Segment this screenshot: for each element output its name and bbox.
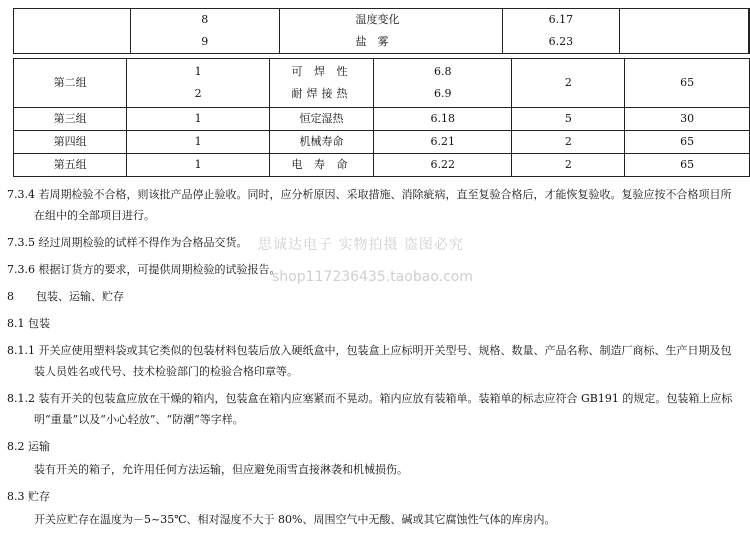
item-number-cell: 8 9	[131, 9, 279, 54]
heading-8-3: 8.3 贮存	[7, 490, 50, 503]
table-row	[14, 131, 750, 154]
clause-cell: 6.21	[374, 131, 512, 154]
group-name: 第三组	[14, 108, 127, 131]
sample-size: 2	[512, 59, 625, 108]
group-cell	[14, 9, 131, 54]
test-group-table	[13, 8, 750, 54]
item-number-cell: 1	[127, 108, 270, 131]
sample-size: 2	[512, 131, 625, 154]
table-row	[14, 154, 750, 177]
paragraph-8-3: 开关应贮存在温度为－5~35℃、相对湿度不大于 80%、周围空气中无酸、碱或其它腐蚀性气体的库房内。	[34, 513, 556, 526]
test-item-cell: 温度变化 盐 雾	[279, 9, 502, 54]
clause-cell: 6.22	[374, 154, 512, 177]
group-name: 第四组	[14, 131, 127, 154]
watermark-text: 思诚达电子 实物拍摄 盗图必究	[258, 237, 464, 253]
heading-8-1: 8.1 包装	[7, 317, 50, 330]
test-item-cell: 恒定湿热	[270, 108, 374, 131]
heading-8-2: 8.2 运输	[7, 440, 50, 453]
clause-cell: 6.8 6.9	[374, 59, 512, 108]
table-row-continued	[14, 9, 750, 54]
test-group-table-lower	[13, 58, 750, 177]
paragraph-8-2: 装有开关的箱子，允许用任何方法运输，但应避免雨雪直接淋袭和机械损伤。	[34, 463, 408, 476]
sample-size: 5	[512, 108, 625, 131]
test-item-cell: 可 焊 性 耐焊接热	[270, 59, 374, 108]
qty-cell	[749, 9, 750, 54]
group-name: 第五组	[14, 154, 127, 177]
heading-8: 8 包装、运输、贮存	[7, 290, 124, 303]
table-row	[14, 108, 750, 131]
quantity: 65	[625, 131, 750, 154]
item-number-cell: 1	[127, 131, 270, 154]
paragraph-7-3-4: 7.3.4 若周期检验不合格，则该批产品停止验收。同时，应分析原因、采取措施、消除疵病，直至复验合格后，才能恢复验收。复验应按不合格项目所在组中的全部项目进行。	[7, 188, 732, 222]
watermark-url: shop117236435.taobao.com	[272, 269, 474, 285]
quantity: 65	[625, 59, 750, 108]
group-name: 第二组	[14, 59, 127, 108]
table-row	[14, 59, 750, 108]
clause-cell: 6.17 6.23	[502, 9, 620, 54]
paragraph-7-3-6: 7.3.6 根据订货方的要求，可提供周期检验的试验报告。	[7, 263, 281, 276]
clause-cell: 6.18	[374, 108, 512, 131]
paragraph-8-1-2: 8.1.2 装有开关的包装盒应放在干燥的箱内，包装盒在箱内应塞紧而不晃动。箱内应放有装箱单。装箱单的标志应符合 GB191 的规定。包装箱上应标明“重量”以及“小心轻放”、“防潮”等字样。	[7, 392, 733, 426]
paragraph-7-3-5: 7.3.5 经过周期检验的试样不得作为合格品交货。	[7, 236, 248, 249]
sample-size: 2	[512, 154, 625, 177]
test-item-cell: 机械寿命	[270, 131, 374, 154]
quantity: 65	[625, 154, 750, 177]
paragraph-8-1-1: 8.1.1 开关应使用塑料袋或其它类似的包装材料包装后放入硬纸盒中，包装盒上应标明开关型号、规格、数量、产品名称、制造厂商标、生产日期及包装人员姓名或代号、技术检验部门的检验合格印章等。	[7, 344, 732, 378]
item-number-cell: 1	[127, 154, 270, 177]
test-item-cell: 电 寿 命	[270, 154, 374, 177]
quantity: 30	[625, 108, 750, 131]
sample-cell	[620, 9, 749, 54]
item-number-cell: 1 2	[127, 59, 270, 108]
